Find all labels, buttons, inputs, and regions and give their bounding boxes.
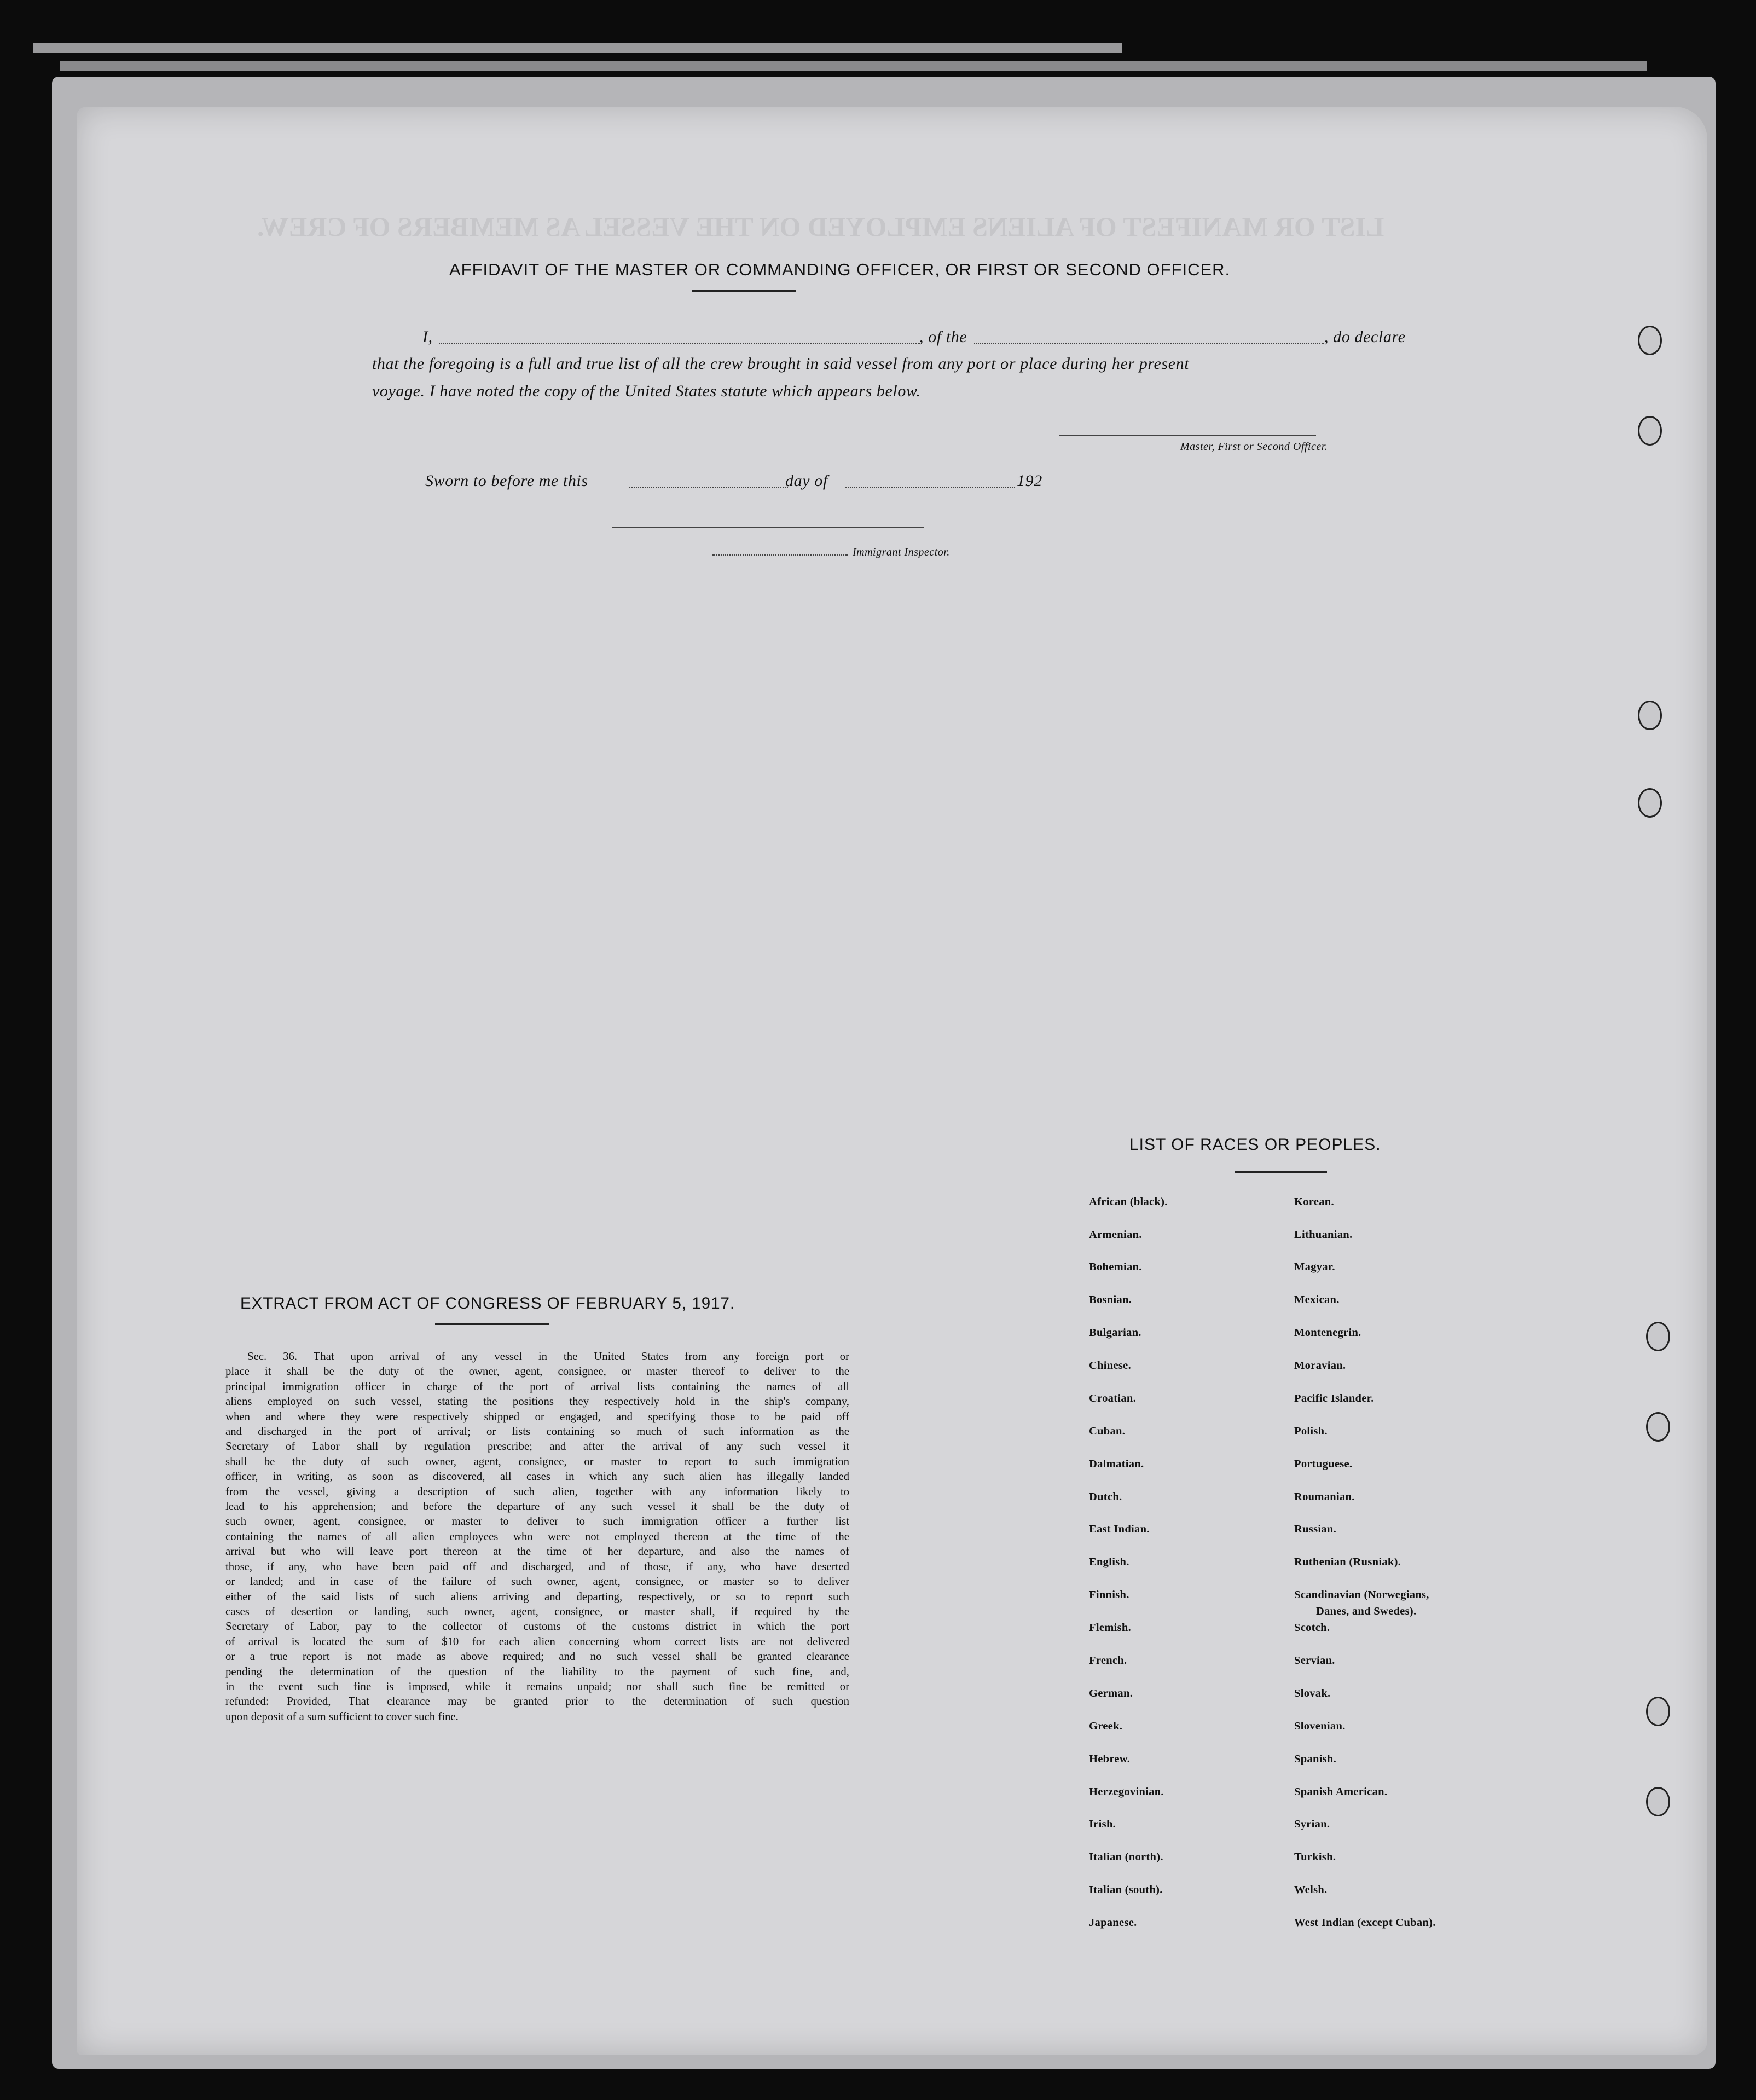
- extract-heading-rule: [435, 1323, 549, 1325]
- bleed-through-title: LIST OR MANIFEST OF ALIENS EMPLOYED ON THE VESSEL AS MEMBERS OF CREW.: [257, 211, 1384, 242]
- race-item: Spanish.: [1294, 1753, 1337, 1765]
- punch-hole: [1646, 1412, 1670, 1442]
- punch-hole: [1646, 1697, 1670, 1726]
- race-item: Polish.: [1294, 1425, 1328, 1437]
- race-item: Turkish.: [1294, 1851, 1336, 1863]
- race-item: Irish.: [1089, 1818, 1116, 1830]
- race-item: Dutch.: [1089, 1491, 1122, 1503]
- extract-line: of arrival is located the sum of $10 for each alien concerning whom correct lists are not delivered: [225, 1635, 849, 1648]
- of-the-text: , of the: [919, 328, 967, 346]
- race-item: Roumanian.: [1294, 1491, 1355, 1503]
- affidavit-heading: AFFIDAVIT OF THE MASTER OR COMMANDING OFFICER, OR FIRST OR SECOND OFFICER.: [449, 260, 1231, 279]
- extract-line: upon deposit of a sum sufficient to cover such fine.: [225, 1710, 459, 1723]
- sworn-day-field[interactable]: [629, 487, 788, 488]
- race-item: Moravian.: [1294, 1359, 1346, 1372]
- race-item: Scandinavian (Norwegians,: [1294, 1589, 1429, 1601]
- race-item: Bulgarian.: [1089, 1327, 1141, 1339]
- race-item: Slovak.: [1294, 1687, 1331, 1699]
- extract-line: shall be the duty of such owner, agent, consignee, or master to report to such immigration: [225, 1455, 849, 1468]
- race-item: Croatian.: [1089, 1392, 1137, 1404]
- affidavit-heading-rule: [692, 290, 796, 292]
- day-of-text: day of: [785, 472, 828, 490]
- extract-line: aliens employed on such vessel, stating the positions they respectively hold in the ship's company,: [225, 1395, 849, 1408]
- race-item: Pacific Islander.: [1294, 1392, 1374, 1404]
- form-page: [77, 107, 1707, 2055]
- declarant-name-field[interactable]: [439, 343, 920, 344]
- punch-hole: [1638, 416, 1662, 446]
- race-item: Welsh.: [1294, 1884, 1328, 1896]
- extract-line: officer, in writing, as soon as discovered, all cases in which any such alien has illegally landed: [225, 1470, 849, 1483]
- race-item: Bosnian.: [1089, 1294, 1132, 1306]
- race-item: Chinese.: [1089, 1359, 1132, 1372]
- punch-hole: [1638, 701, 1662, 730]
- extract-line: either of the said lists of such aliens arriving and departing, respectively, or so to report such: [225, 1590, 849, 1603]
- race-item: Italian (south).: [1089, 1884, 1163, 1896]
- extract-line: such owner, agent, consignee, or master to deliver to such immigration officer a further list: [225, 1515, 849, 1528]
- year-prefix: 192: [1017, 472, 1042, 490]
- extract-line: Secretary of Labor, pay to the collector of customs of the customs district in which the port: [225, 1620, 849, 1633]
- extract-line: arrival but who will leave port thereon at the time of her departure, and also the names of: [225, 1545, 849, 1558]
- extract-line: principal immigration officer in charge of the port of arrival lists containing the names of all: [225, 1380, 849, 1393]
- affidavit-line-3: voyage. I have noted the copy of the United States statute which appears below.: [372, 382, 921, 400]
- race-item: Servian.: [1294, 1654, 1335, 1667]
- extract-line: Sec. 36. That upon arrival of any vessel in the United States from any foreign port or: [247, 1350, 849, 1363]
- race-item: Russian.: [1294, 1523, 1337, 1535]
- race-item: Spanish American.: [1294, 1786, 1388, 1798]
- inspector-signature-line[interactable]: [612, 527, 924, 528]
- master-signature-line[interactable]: [1059, 435, 1316, 436]
- extract-line: from the vessel, giving a description of such alien, together with any information likely to: [225, 1485, 849, 1498]
- extract-line: pending the determination of the question of the liability to the payment of such fine, and,: [225, 1665, 849, 1678]
- race-item: West Indian (except Cuban).: [1294, 1917, 1436, 1929]
- race-item: Slovenian.: [1294, 1720, 1346, 1732]
- race-item: Magyar.: [1294, 1261, 1335, 1273]
- master-signature-label: Master, First or Second Officer.: [1180, 441, 1328, 453]
- race-item: Portuguese.: [1294, 1458, 1353, 1470]
- extract-line: refunded: Provided, That clearance may be granted prior to the determination of such question: [225, 1695, 849, 1708]
- race-item: Herzegovinian.: [1089, 1786, 1164, 1798]
- race-item: Italian (north).: [1089, 1851, 1163, 1863]
- affidavit-line-2: that the foregoing is a full and true list of all the crew brought in said vessel from any port or place during her present: [372, 355, 1190, 373]
- extract-body: [225, 1349, 849, 1724]
- punch-hole: [1638, 326, 1662, 355]
- extract-line: lead to his apprehension; and before the departure of any such vessel it shall be the duty of: [225, 1500, 849, 1513]
- extract-line: or a true report is not made as above required; and no such vessel shall be granted clearance: [225, 1650, 849, 1663]
- race-item: Japanese.: [1089, 1917, 1137, 1929]
- race-item: Korean.: [1294, 1196, 1334, 1208]
- race-item: Cuban.: [1089, 1425, 1126, 1437]
- declarant-prefix: I,: [422, 328, 433, 346]
- races-heading-rule: [1235, 1171, 1327, 1173]
- extract-line: in the event such fine is imposed, while it remains unpaid; nor shall such fine be remitted or: [225, 1680, 849, 1693]
- extract-line: containing the names of all alien employees who were not employed thereon at the time of the: [225, 1530, 849, 1543]
- race-item: Ruthenian (Rusniak).: [1294, 1556, 1401, 1568]
- extract-line: Secretary of Labor shall by regulation prescribe; and after the arrival of any such vessel it: [225, 1440, 849, 1453]
- punch-hole: [1646, 1322, 1670, 1351]
- vessel-name-field[interactable]: [974, 343, 1324, 344]
- race-item: English.: [1089, 1556, 1129, 1568]
- race-item: German.: [1089, 1687, 1133, 1699]
- race-item: African (black).: [1089, 1196, 1168, 1208]
- extract-line: those, if any, who have been paid off and discharged, and of those, if any, who have deserted: [225, 1560, 849, 1573]
- punch-hole: [1638, 788, 1662, 818]
- extract-line: and discharged in the port of arrival; or lists containing so much of such information as the: [225, 1425, 849, 1438]
- sworn-text: Sworn to before me this: [425, 472, 588, 490]
- race-item: Lithuanian.: [1294, 1229, 1353, 1241]
- race-item: Armenian.: [1089, 1229, 1142, 1241]
- inspector-label: Immigrant Inspector.: [853, 546, 950, 558]
- race-item: Finnish.: [1089, 1589, 1129, 1601]
- extract-line: or landed; and in case of the failure of such owner, agent, consignee, or master so to deliver: [225, 1575, 849, 1588]
- race-item: Bohemian.: [1089, 1261, 1142, 1273]
- races-heading: LIST OF RACES OR PEOPLES.: [1129, 1136, 1381, 1154]
- race-item: Flemish.: [1089, 1622, 1131, 1634]
- extract-line: cases of desertion or landing, such owner, agent, consignee, or master shall, if required by the: [225, 1605, 849, 1618]
- race-item: Syrian.: [1294, 1818, 1330, 1830]
- inspector-name-field[interactable]: [712, 554, 848, 556]
- race-item: Danes, and Swedes).: [1316, 1605, 1417, 1617]
- extract-line: place it shall be the duty of the owner, agent, consignee, or master thereof to deliver to the: [225, 1365, 849, 1378]
- race-item: Montenegrin.: [1294, 1327, 1361, 1339]
- race-item: Hebrew.: [1089, 1753, 1131, 1765]
- punch-hole: [1646, 1787, 1670, 1816]
- race-item: East Indian.: [1089, 1523, 1150, 1535]
- race-item: Dalmatian.: [1089, 1458, 1144, 1470]
- race-item: Scotch.: [1294, 1622, 1330, 1634]
- race-item: Greek.: [1089, 1720, 1123, 1732]
- extract-heading: EXTRACT FROM ACT OF CONGRESS OF FEBRUARY 5, 1917.: [240, 1294, 735, 1312]
- race-item: French.: [1089, 1654, 1127, 1667]
- race-item: Mexican.: [1294, 1294, 1340, 1306]
- extract-line: when and where they were respectively shipped or engaged, and specifying those to be paid off: [225, 1410, 849, 1423]
- sworn-month-field[interactable]: [845, 487, 1015, 488]
- do-declare-text: , do declare: [1324, 328, 1406, 346]
